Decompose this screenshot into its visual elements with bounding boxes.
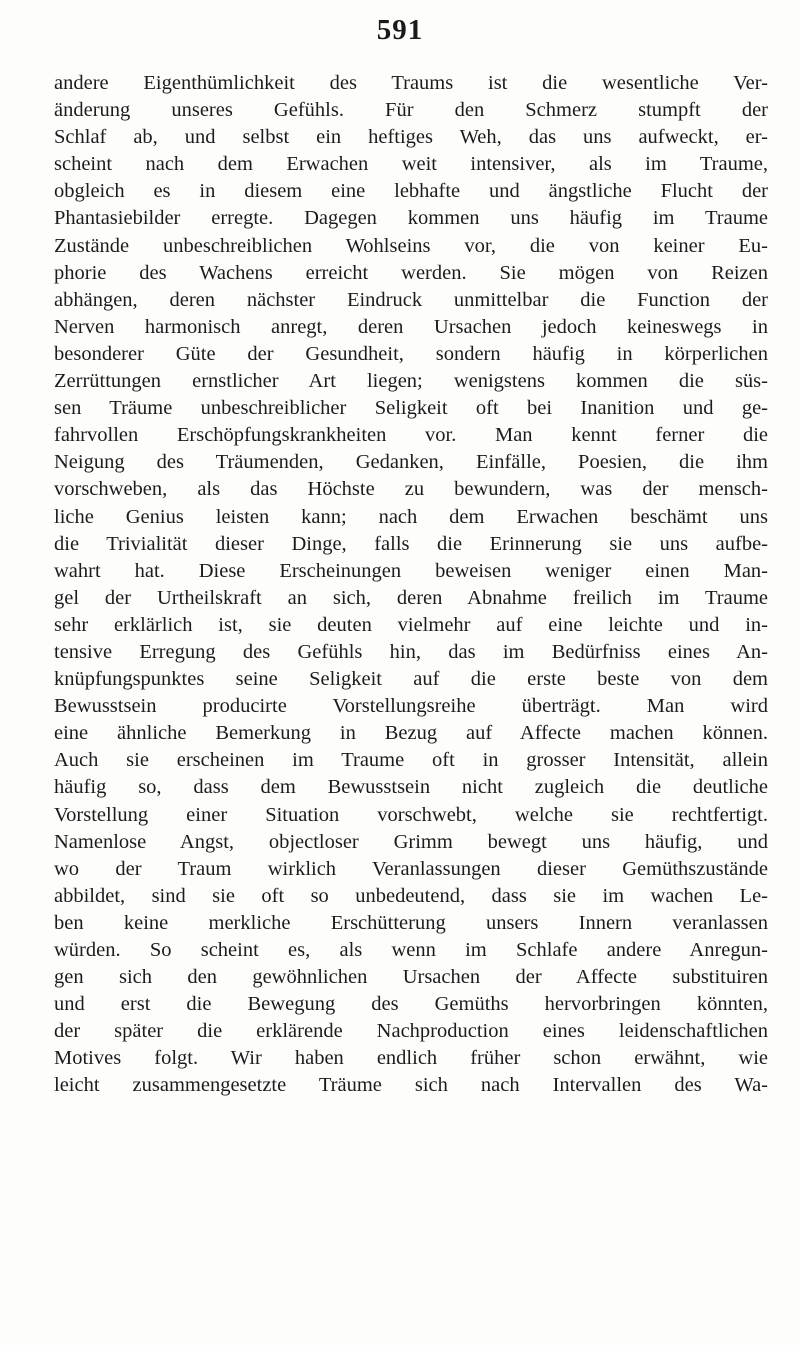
text-line: Zustände unbeschreiblichen Wohlseins vor, die von keiner Eu-: [54, 234, 768, 257]
text-line: Vorstellung einer Situation vorschwebt, welche sie rechtfertigt.: [54, 803, 768, 826]
text-line: abhängen, deren nächster Eindruck unmittelbar die Function der: [54, 288, 768, 311]
text-line: scheint nach dem Erwachen weit intensiver, als im Traume,: [54, 153, 768, 176]
text-line: Nerven harmonisch anregt, deren Ursachen jedoch keineswegs in: [54, 315, 768, 338]
text-line: wahrt hat. Diese Erscheinungen beweisen weniger einen Man-: [54, 559, 768, 582]
body-text: [54, 70, 768, 1100]
text-line: Neigung des Träumenden, Gedanken, Einfälle, Poesien, die ihm: [54, 451, 768, 474]
text-line: vorschweben, als das Höchste zu bewundern, was der mensch-: [54, 478, 768, 501]
text-line: würden. So scheint es, als wenn im Schlafe andere Anregun-: [54, 939, 768, 961]
text-line: fahrvollen Erschöpfungskrankheiten vor. Man kennt ferner die: [54, 424, 768, 447]
text-line: besonderer Güte der Gesundheit, sondern häufig in körperlichen: [54, 342, 768, 365]
text-line: leicht zusammengesetzte Träume sich nach Intervallen des Wa-: [54, 1074, 768, 1097]
text-line: die Trivialität dieser Dinge, falls die Erinnerung sie uns aufbe-: [54, 532, 768, 555]
text-line: wo der Traum wirklich Veranlassungen dieser Gemüthszustände: [54, 857, 768, 880]
text-line: häufig so, dass dem Bewusstsein nicht zugleich die deutliche: [54, 776, 768, 799]
text-line: liche Genius leisten kann; nach dem Erwachen beschämt uns: [54, 505, 768, 528]
text-line: Zerrüttungen ernstlicher Art liegen; wenigstens kommen die süs-: [54, 370, 768, 393]
text-line: eine ähnliche Bemerkung in Bezug auf Affecte machen können.: [54, 722, 768, 745]
text-line: andere Eigenthümlichkeit des Traums ist die wesentliche Ver-: [54, 72, 768, 94]
text-line: Schlaf ab, und selbst ein heftiges Weh, das uns aufweckt, er-: [54, 126, 768, 149]
text-line: Phantasiebilder erregte. Dagegen kommen uns häufig im Traume: [54, 207, 768, 230]
text-line: Auch sie erscheinen im Traume oft in grosser Intensität, allein: [54, 749, 768, 772]
text-line: knüpfungspunktes seine Seligkeit auf die erste beste von dem: [54, 668, 768, 691]
text-line: sehr erklärlich ist, sie deuten vielmehr auf eine leichte und in-: [54, 613, 768, 636]
page-number: 591: [376, 14, 424, 46]
text-line: änderung unseres Gefühls. Für den Schmerz stumpft der: [54, 99, 768, 122]
text-line: abbildet, sind sie oft so unbedeutend, dass sie im wachen Le-: [54, 884, 768, 907]
text-line: tensive Erregung des Gefühls hin, das im Bedürfniss eines An-: [54, 640, 768, 663]
text-line: Namenlose Angst, objectloser Grimm bewegt uns häufig, und: [54, 830, 768, 853]
text-line: gen sich den gewöhnlichen Ursachen der Affecte substituiren: [54, 966, 768, 989]
text-line: Motives folgt. Wir haben endlich früher schon erwähnt, wie: [54, 1047, 768, 1070]
text-line: der später die erklärende Nachproduction eines leidenschaftlichen: [54, 1020, 768, 1043]
text-line: phorie des Wachens erreicht werden. Sie mögen von Reizen: [54, 261, 768, 284]
text-line: sen Träume unbeschreiblicher Seligkeit oft bei Inanition und ge-: [54, 397, 768, 420]
text-line: obgleich es in diesem eine lebhafte und ängstliche Flucht der: [54, 180, 768, 203]
text-line: gel der Urtheilskraft an sich, deren Abnahme freilich im Traume: [54, 586, 768, 609]
text-line: ben keine merkliche Erschütterung unsers Innern veranlassen: [54, 911, 768, 934]
text-line: und erst die Bewegung des Gemüths hervorbringen könnten,: [54, 993, 768, 1016]
text-line: Bewusstsein producirte Vorstellungsreihe überträgt. Man wird: [54, 695, 768, 718]
